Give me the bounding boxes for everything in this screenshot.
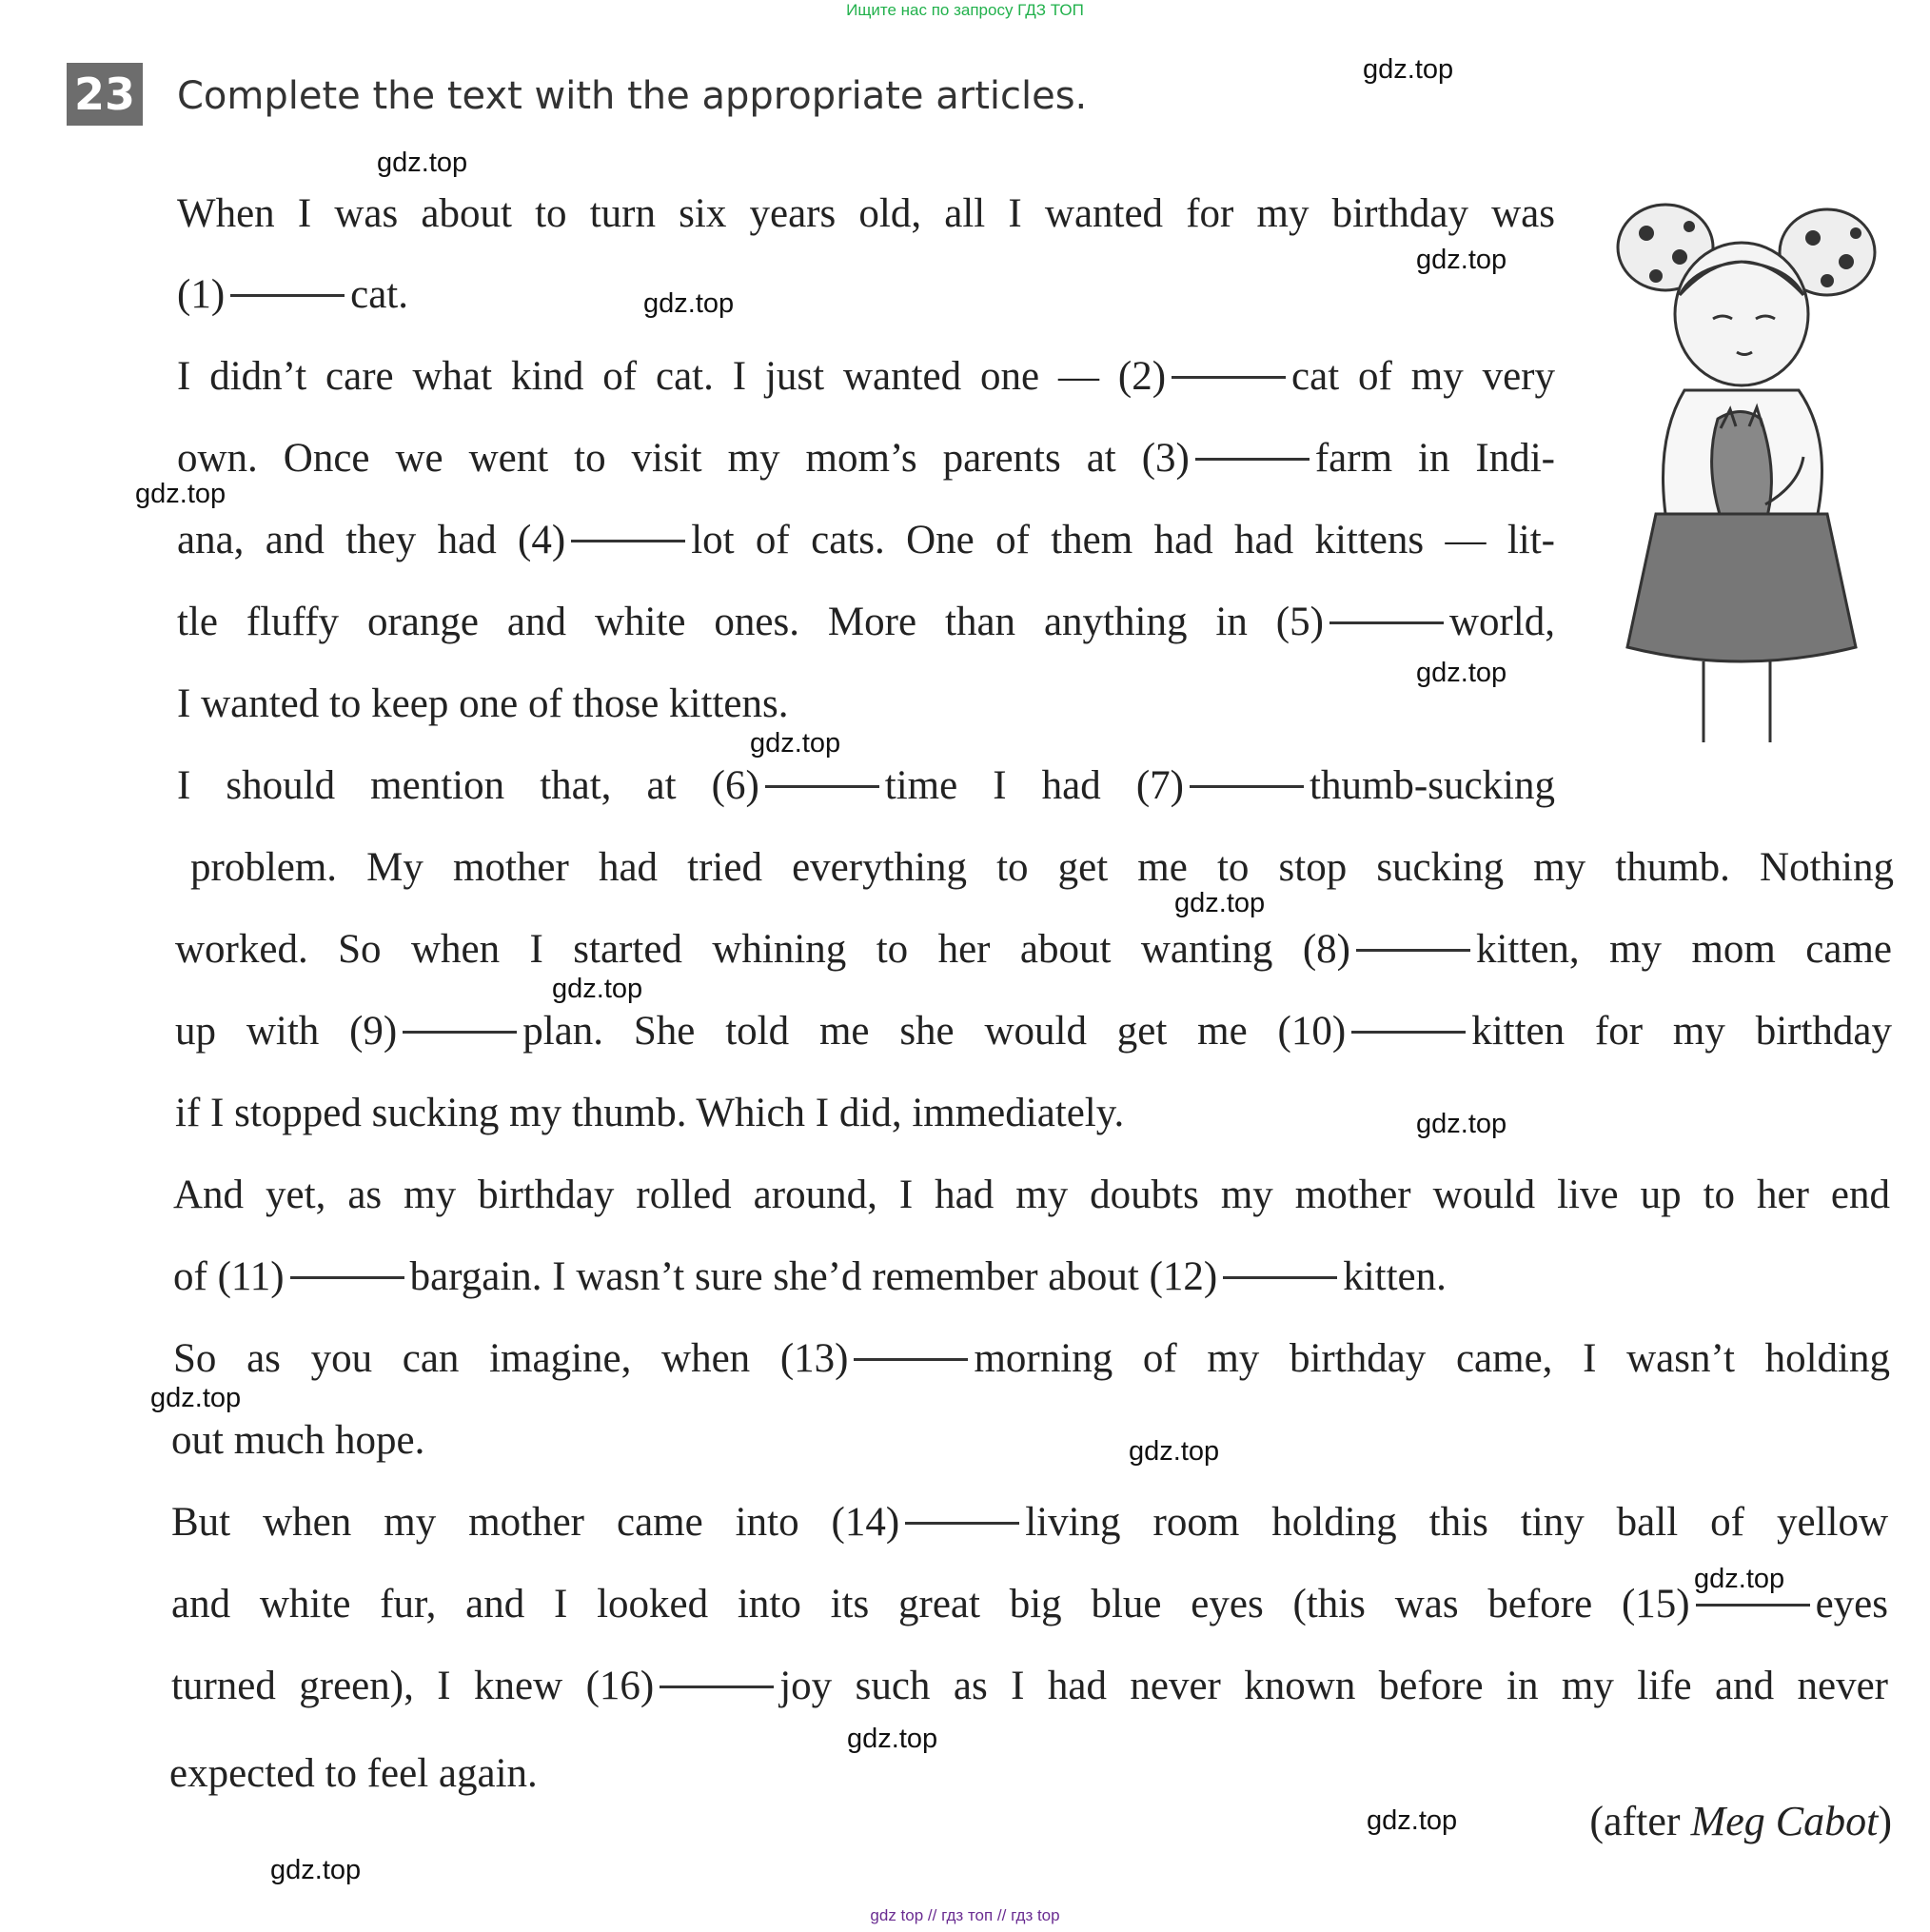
answer-blank-4[interactable] [571,540,685,542]
text-line-6: tle fluffy orange and white ones. More than anything in (5) world, [177,600,1555,644]
text-line-14: of (11) bargain. I wasn’t sure she’d remember about (12) kitten. [173,1254,1447,1299]
answer-blank-6[interactable] [765,785,879,788]
text-line-8: I should mention that, at (6) time I had (7) thumb-sucking [177,763,1555,808]
watermark: gdz.top [1129,1436,1220,1467]
watermark: gdz.top [1367,1805,1458,1836]
text-line-12: if I stopped sucking my thumb. Which I did, immediately. [175,1091,1125,1135]
answer-blank-7[interactable] [1190,785,1304,788]
top-banner: Ищите нас по запросу ГДЗ ТОП [846,1,1084,19]
exercise-instruction: Complete the text with the appropriate articles. [177,74,1088,118]
text-line-7: I wanted to keep one of those kittens. [177,681,789,726]
watermark: gdz.top [1174,888,1266,918]
answer-blank-9[interactable] [403,1031,517,1034]
watermark: gdz.top [1416,658,1507,688]
answer-blank-15[interactable] [1696,1604,1810,1607]
text-line-5: ana, and they had (4) lot of cats. One of them had had kittens — lit- [177,518,1555,562]
text-line-20: expected to feel again. [169,1751,538,1796]
text-line-17: But when my mother came into (14) living room holding this tiny ball of yellow [171,1500,1888,1545]
watermark: gdz.top [847,1724,938,1754]
text-line-2: (1) cat. [177,272,409,317]
girl-with-cat-illustration [1599,200,1884,761]
text-line-4: own. Once we went to visit my mom’s parents at (3) farm in Indi- [177,436,1556,481]
watermark: gdz.top [552,974,643,1004]
text-line-19: turned green), I knew (16) joy such as I had never known before in my life and never [171,1664,1888,1708]
answer-blank-3[interactable] [1195,458,1310,461]
answer-blank-5[interactable] [1329,621,1444,624]
author-credit: (after Meg Cabot) [1589,1798,1892,1844]
watermark: gdz.top [1416,245,1507,275]
answer-blank-14[interactable] [905,1522,1019,1525]
text-line-1: When I was about to turn six years old, all I wanted for my birthday was [177,191,1555,236]
watermark: gdz.top [1363,54,1454,85]
footer-links: gdz top // гдз топ // гдз top [870,1906,1060,1924]
answer-blank-1[interactable] [230,294,345,297]
watermark: gdz.top [1416,1109,1507,1139]
text-line-15: So as you can imagine, when (13) morning of my birthday came, I wasn’t holding [173,1336,1890,1381]
text-line-3: I didn’t care what kind of cat. I just wanted one — (2) cat of my very [177,354,1555,399]
answer-blank-13[interactable] [854,1358,968,1361]
text-line-9: problem. My mother had tried everything to get me to stop sucking my thumb. Nothing [190,845,1894,890]
answer-blank-11[interactable] [290,1276,404,1279]
watermark: gdz.top [377,148,468,178]
answer-blank-16[interactable] [660,1686,774,1688]
answer-blank-10[interactable] [1351,1031,1466,1034]
watermark: gdz.top [270,1855,362,1885]
watermark: gdz.top [750,728,841,759]
text-line-10: worked. So when I started whining to her about wanting (8) kitten, my mom came [175,927,1892,972]
watermark: gdz.top [150,1383,242,1413]
text-line-11: up with (9) plan. She told me she would get me (10) kitten for my birthday [175,1009,1893,1054]
answer-blank-12[interactable] [1223,1276,1337,1279]
answer-blank-8[interactable] [1356,949,1470,952]
watermark: gdz.top [643,288,735,319]
text-line-13: And yet, as my birthday rolled around, I had my doubts my mother would live up to her end [173,1173,1890,1217]
watermark: gdz.top [1694,1564,1785,1594]
text-line-18: and white fur, and I looked into its great big blue eyes (this was before (15) eyes [171,1582,1888,1626]
exercise-number: 23 [67,63,143,126]
answer-blank-2[interactable] [1172,376,1286,379]
text-line-16: out much hope. [171,1418,425,1463]
watermark: gdz.top [135,479,226,509]
